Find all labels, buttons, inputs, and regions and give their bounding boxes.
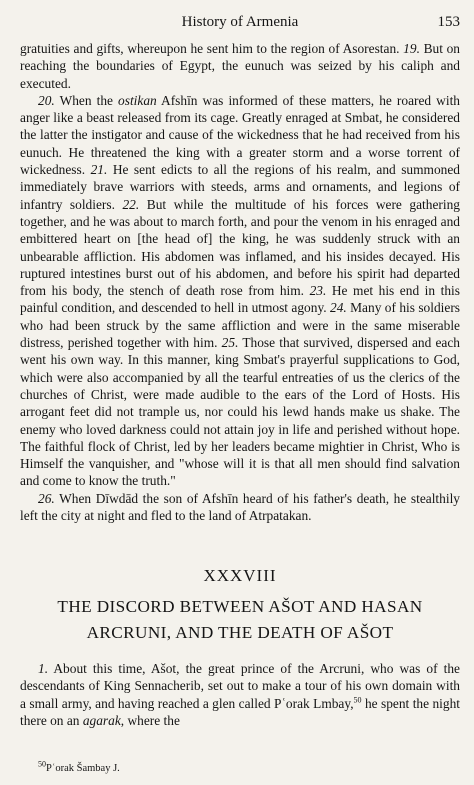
- paragraph-3: 26. When Dīwdād the son of Afshīn heard of his father's death, he stealthily left the city at night and fled to the land of Atrpatakan.: [20, 490, 460, 524]
- running-head: [20, 14, 460, 34]
- footnote: [38, 759, 120, 774]
- term-ostikan: ostikan: [118, 92, 157, 108]
- chapter-paragraph-1: 1. About this time, Ašot, the great prince of the Arcruni, who was of the descendants of King Sennacherib, set out to make a tour of his own domain with a small army, and having reached a glen called Pʿorak Lmbay,$^{50}$ he spent the night there on an agarak, where the: [20, 661, 460, 728]
- chapter-number: XXXVIII: [203, 566, 277, 585]
- verse-number: 26.: [38, 490, 55, 506]
- verse-number: 24.: [330, 300, 347, 316]
- verse-number: 22.: [122, 196, 140, 212]
- body-text: [20, 40, 460, 524]
- page-number: 153: [437, 14, 460, 30]
- paragraph-1: gratuities and gifts, whereupon he sent him to the region of Asorestan. 19. But on reaching the boundaries of Egypt, the eunuch was seized by his caliph and executed.: [20, 41, 460, 91]
- verse-number: 19.: [403, 41, 420, 56]
- footnote-reference[interactable]: 50: [353, 695, 362, 705]
- verse-number: 1.: [38, 661, 49, 676]
- chapter-title-line-2: ARCRUNI, AND THE DEATH OF AŠOT: [86, 623, 394, 642]
- running-head-title: History of Armenia: [181, 14, 299, 30]
- chapter-text: [20, 660, 460, 729]
- verse-number: 25.: [221, 335, 239, 351]
- footnote-text: Pʿorak Šambay J.: [46, 763, 120, 774]
- paragraph-2: 20. When the ostikan Afshīn was informed of these matters, he roared with anger like a beast released from its cage. Greatly enraged at Smbat, he considered the latter the instigator and cause of the wickedness that he had received from his eunuch. He threatened the king with a greater storm and a worse torrent of wickedness. 21. He sent edicts to all the regions of his realm, and summoned immediately brave warriors with steeds, arms and ornaments, and legions of infantry soldiers. 22. But while the multitude of his forces were gathering together, and he was about to march forth, and pour the venom in his enraged and embittered heart on [the head of] the king, he was suddenly struck with an unbearable affliction. His abdomen was inflamed, and his insides decayed. His ruptured intestines burst out of his abdomen, and before his spirit had departed from his body, the stench of death rose from him. 23. He met his end in this painful condition, and descended to hell in utmost agony. 24. Many of his soldiers who had been struck by the same affliction and were in the same miserable distress, perished together with him. 25. Those that survived, dispersed and each went his own way. In this manner, king Smbat's prayerful supplications to God, which were also accompanied by all the tearful entreaties of us the clerics of the churches of Christ, were made audible to the ears of the Lord of Hosts. His arrogant feet did not trample us, nor could his lewd hands make us shake. The enemy who loved darkness could not attain joy in life and perished without hope. The faithful flock of Christ, led by her leaders became mightier in Christ, Who is Himself the vanquisher, and "whose will it is that all men should find salvation and come to know the truth.": [20, 92, 460, 489]
- verse-number: 20.: [38, 92, 55, 108]
- chapter-title: [20, 594, 460, 646]
- chapter-heading: [20, 566, 460, 646]
- verse-number: 21.: [90, 162, 108, 178]
- chapter-title-line-1: THE DISCORD BETWEEN AŠOT AND HASAN: [57, 597, 423, 616]
- verse-number: 23.: [309, 283, 327, 299]
- footnote-mark: 50: [38, 759, 46, 769]
- term-agarak: agarak: [82, 712, 121, 728]
